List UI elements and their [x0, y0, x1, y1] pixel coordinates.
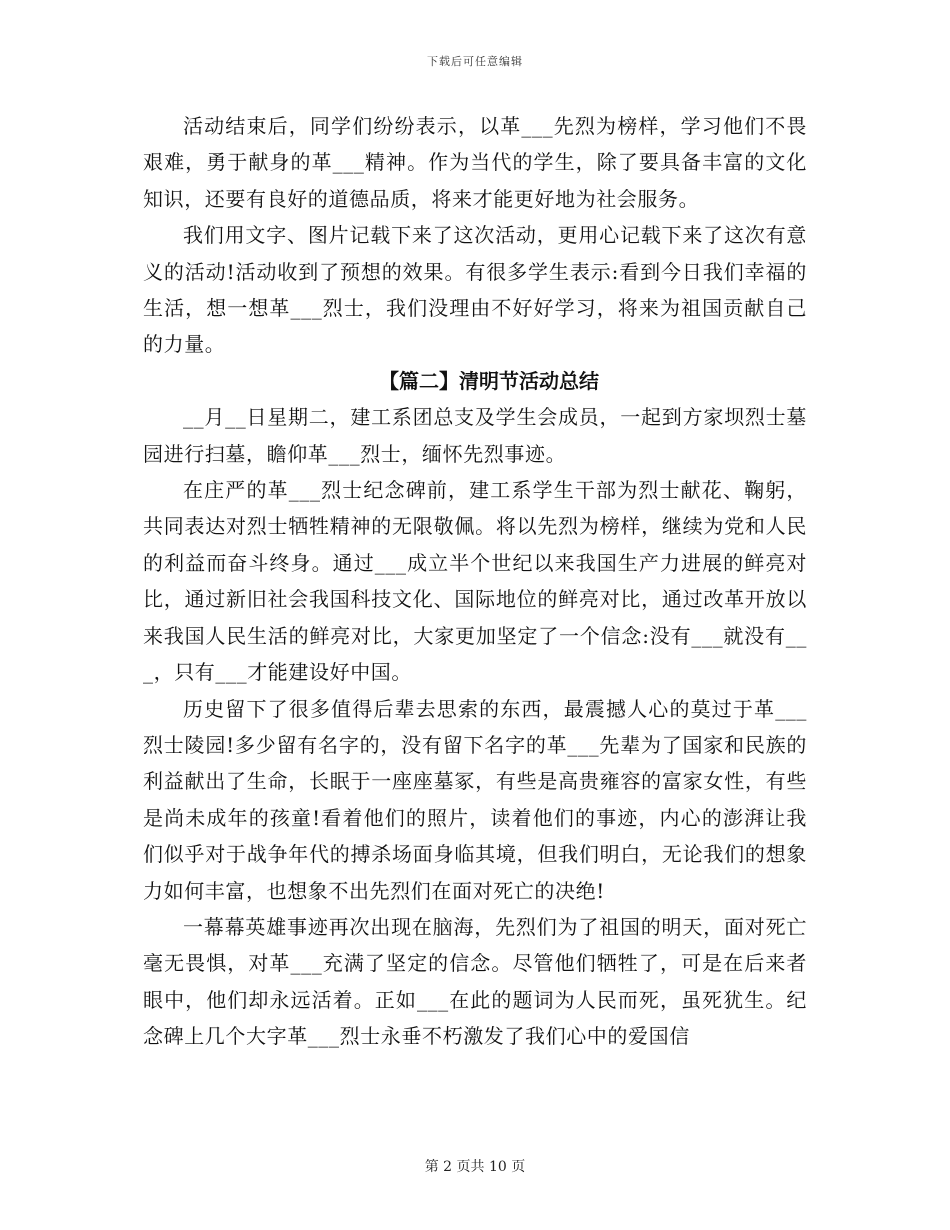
paragraph-3: __月__日星期二，建工系团总支及学生会成员，一起到方家坝烈士墓园进行扫墓，瞻仰革___烈士，缅怀先烈事迹。 [143, 405, 807, 466]
paragraph-5: 历史留下了很多值得后辈去思索的东西，最震撼人心的莫过于革___烈士陵园!多少留有名字的，没有留下名字的革___先辈为了国家和民族的利益献出了生命，长眠于一座座墓冢，有些是高贵雍容的富家女性，有些是尚未成年的孩童!看着他们的照片，读着他们的事迹，内心的澎湃让我们似乎对于战争年代的搏杀场面身临其境，但我们明白，无论我们的想象力如何丰富，也想象不出先烈们在面对死亡的决绝! [143, 696, 807, 903]
paragraph-2: 我们用文字、图片记载下来了这次活动，更用心记载下来了这次有意义的活动!活动收到了预想的效果。有很多学生表示:看到今日我们幸福的生活，想一想革___烈士，我们没理由不好好学习，将来为祖国贡献自己的力量。 [143, 223, 807, 357]
paragraph-4: 在庄严的革___烈士纪念碑前，建工系学生干部为烈士献花、鞠躬，共同表达对烈士牺牲精神的无限敬佩。将以先烈为榜样，继续为党和人民的利益而奋斗终身。通过___成立半个世纪以来我国生产力进展的鲜亮对比，通过新旧社会我国科技文化、国际地位的鲜亮对比，通过改革开放以来我国人民生活的鲜亮对比，大家更加坚定了一个信念:没有___就没有___，只有___才能建设好中国。 [143, 478, 807, 685]
document-body [143, 108, 807, 1055]
paragraph-6: 一幕幕英雄事迹再次出现在脑海，先烈们为了祖国的明天，面对死亡毫无畏惧，对革___充满了坚定的信念。尽管他们牺牲了，可是在后来者眼中，他们却永远活着。正如___在此的题词为人民而死，虽死犹生。纪念碑上几个大字革___烈士永垂不朽激发了我们心中的爱国信 [143, 914, 807, 1049]
section-title: 【篇二】清明节活动总结 [379, 368, 599, 393]
paragraph-1: 活动结束后，同学们纷纷表示，以革___先烈为榜样，学习他们不畏艰难，勇于献身的革___精神。作为当代的学生，除了要具备丰富的文化知识，还要有良好的道德品质，将来才能更好地为社会服务。 [143, 114, 807, 211]
page-footer: 第 2 页共 10 页 [424, 1159, 526, 1175]
page-header: 下载后可任意编辑 [427, 55, 523, 68]
